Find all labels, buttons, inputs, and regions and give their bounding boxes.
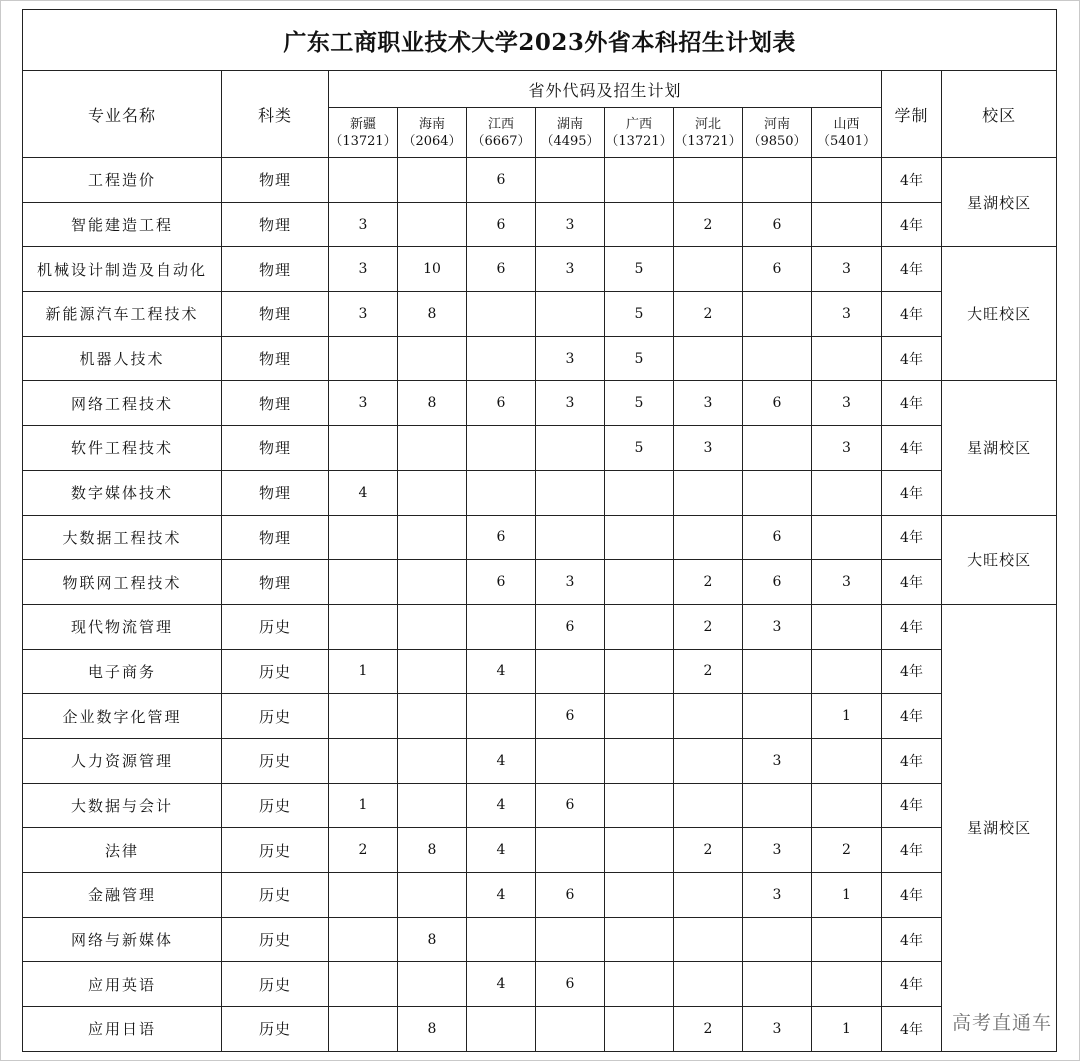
major-name-cell: 软件工程技术 [23,426,222,471]
subject-cell: 历史 [222,694,329,739]
plan-count-cell [329,560,398,605]
plan-count-cell [605,828,674,873]
province-code: （6667） [471,133,531,149]
plan-count-cell [605,560,674,605]
header-subject: 科类 [222,71,329,158]
plan-count-cell: 4 [467,738,536,783]
duration-cell: 4年 [882,828,942,873]
plan-count-cell: 6 [536,783,605,828]
plan-count-cell: 6 [536,604,605,649]
header-major: 专业名称 [23,71,222,158]
plan-count-cell [398,649,467,694]
duration-cell: 4年 [882,783,942,828]
plan-count-cell [812,783,882,828]
plan-count-cell: 3 [536,336,605,381]
plan-count-cell: 3 [743,873,812,918]
duration-cell: 4年 [882,738,942,783]
campus-cell: 星湖校区 [942,158,1057,247]
major-name-cell: 机械设计制造及自动化 [23,247,222,292]
table-row [23,515,1057,560]
plan-count-cell [329,962,398,1007]
table-row [23,560,1057,605]
plan-count-cell: 2 [329,828,398,873]
duration-cell: 4年 [882,604,942,649]
plan-count-cell: 3 [812,292,882,337]
plan-count-cell [812,336,882,381]
plan-count-cell [536,515,605,560]
plan-count-cell [743,783,812,828]
major-name-cell: 大数据工程技术 [23,515,222,560]
subject-cell: 物理 [222,470,329,515]
plan-count-cell [743,962,812,1007]
province-header [467,108,536,158]
campus-cell: 大旺校区 [942,515,1057,604]
subject-cell: 历史 [222,649,329,694]
plan-count-cell [812,515,882,560]
table-row [23,783,1057,828]
table-row [23,381,1057,426]
plan-count-cell [467,604,536,649]
plan-count-cell: 3 [812,426,882,471]
plan-count-cell: 4 [467,828,536,873]
province-name: 山西 [833,116,860,132]
plan-count-cell [398,158,467,203]
subject-cell: 物理 [222,560,329,605]
subject-cell: 物理 [222,336,329,381]
table-row [23,202,1057,247]
subject-cell: 历史 [222,873,329,918]
table-row [23,158,1057,203]
province-code: （13721） [329,133,397,149]
plan-count-cell [536,158,605,203]
table-row [23,247,1057,292]
table-row [23,604,1057,649]
subject-cell: 物理 [222,292,329,337]
plan-count-cell [812,649,882,694]
plan-count-cell [536,1007,605,1052]
plan-count-cell [398,560,467,605]
plan-count-cell [812,962,882,1007]
plan-count-cell [674,783,743,828]
plan-count-cell [536,426,605,471]
plan-count-cell [536,292,605,337]
plan-count-cell: 1 [329,783,398,828]
plan-count-cell [674,515,743,560]
plan-count-cell [398,202,467,247]
plan-count-cell: 5 [605,381,674,426]
plan-count-cell [398,470,467,515]
duration-cell: 4年 [882,560,942,605]
subject-cell: 物理 [222,247,329,292]
major-name-cell: 电子商务 [23,649,222,694]
major-name-cell: 应用英语 [23,962,222,1007]
plan-count-cell [674,917,743,962]
plan-count-cell [605,515,674,560]
plan-count-cell: 4 [329,470,398,515]
duration-cell: 4年 [882,962,942,1007]
plan-count-cell [743,426,812,471]
major-name-cell: 法律 [23,828,222,873]
plan-count-cell: 1 [812,1007,882,1052]
campus-cell: 星湖校区 [942,381,1057,515]
major-name-cell: 智能建造工程 [23,202,222,247]
plan-count-cell: 6 [743,202,812,247]
table-row [23,426,1057,471]
plan-count-cell: 3 [812,247,882,292]
table-title: 广东工商职业技术大学2023外省本科招生计划表 [23,10,1057,71]
plan-count-cell: 8 [398,1007,467,1052]
plan-count-cell: 6 [536,962,605,1007]
plan-count-cell: 6 [743,515,812,560]
plan-count-cell: 5 [605,336,674,381]
plan-count-cell [329,426,398,471]
plan-count-cell [605,783,674,828]
plan-count-cell [605,694,674,739]
plan-count-cell: 3 [743,738,812,783]
plan-count-cell [605,917,674,962]
plan-count-cell [398,694,467,739]
plan-count-cell [674,873,743,918]
plan-count-cell: 1 [812,873,882,918]
plan-count-cell [674,158,743,203]
duration-cell: 4年 [882,292,942,337]
province-name: 新疆 [349,116,376,132]
plan-count-cell: 3 [329,292,398,337]
major-name-cell: 企业数字化管理 [23,694,222,739]
province-name: 海南 [418,116,445,132]
table-row [23,962,1057,1007]
subject-cell: 物理 [222,426,329,471]
plan-count-cell [605,202,674,247]
plan-count-cell [329,738,398,783]
plan-count-cell: 3 [812,560,882,605]
duration-cell: 4年 [882,158,942,203]
plan-count-cell: 2 [674,649,743,694]
plan-count-cell: 4 [467,962,536,1007]
duration-cell: 4年 [882,202,942,247]
plan-count-cell: 8 [398,828,467,873]
province-name: 江西 [487,116,514,132]
plan-count-cell [812,202,882,247]
plan-count-cell: 6 [467,560,536,605]
plan-count-cell [329,1007,398,1052]
plan-count-cell: 2 [674,292,743,337]
plan-count-cell [398,515,467,560]
subject-cell: 历史 [222,828,329,873]
major-name-cell: 网络工程技术 [23,381,222,426]
major-name-cell: 大数据与会计 [23,783,222,828]
subject-cell: 物理 [222,202,329,247]
duration-cell: 4年 [882,873,942,918]
campus-cell: 星湖校区 [942,604,1057,1051]
major-name-cell: 物联网工程技术 [23,560,222,605]
plan-count-cell [674,694,743,739]
plan-count-cell: 5 [605,426,674,471]
province-code: （9850） [747,133,807,149]
plan-count-cell: 6 [467,247,536,292]
plan-count-cell: 2 [674,202,743,247]
plan-count-cell: 3 [743,828,812,873]
header-duration: 学制 [882,71,942,158]
plan-count-cell [605,738,674,783]
duration-cell: 4年 [882,426,942,471]
table-row [23,873,1057,918]
plan-count-cell [743,292,812,337]
plan-count-cell: 1 [329,649,398,694]
plan-count-cell [329,336,398,381]
major-name-cell: 机器人技术 [23,336,222,381]
header-plan-group: 省外代码及招生计划 [329,71,882,108]
plan-count-cell [536,917,605,962]
plan-count-cell: 3 [536,247,605,292]
plan-count-cell: 5 [605,292,674,337]
province-code: （13721） [674,133,742,149]
plan-count-cell [329,873,398,918]
plan-count-cell [743,694,812,739]
plan-count-cell [674,738,743,783]
table-row [23,828,1057,873]
plan-count-cell: 5 [605,247,674,292]
plan-count-cell [743,649,812,694]
enrollment-plan-table [22,9,1057,1052]
plan-count-cell: 3 [743,604,812,649]
plan-count-cell [398,962,467,1007]
major-name-cell: 新能源汽车工程技术 [23,292,222,337]
plan-count-cell [329,515,398,560]
plan-count-cell [605,962,674,1007]
duration-cell: 4年 [882,1007,942,1052]
subject-cell: 历史 [222,962,329,1007]
plan-count-cell: 10 [398,247,467,292]
plan-count-cell [674,336,743,381]
plan-count-cell: 6 [467,381,536,426]
plan-count-cell: 6 [743,381,812,426]
subject-cell: 物理 [222,158,329,203]
plan-count-cell [398,783,467,828]
plan-count-cell: 2 [674,828,743,873]
plan-count-cell: 8 [398,292,467,337]
plan-count-cell: 3 [329,202,398,247]
table-row [23,470,1057,515]
plan-count-cell [605,873,674,918]
province-name: 河南 [763,116,790,132]
table-row [23,738,1057,783]
province-code: （5401） [816,133,877,149]
watermark: 高考直通车 [951,1012,1052,1034]
plan-count-cell [398,738,467,783]
plan-count-cell: 6 [467,202,536,247]
plan-count-cell: 3 [536,202,605,247]
plan-count-cell [329,917,398,962]
plan-count-cell: 3 [674,426,743,471]
subject-cell: 物理 [222,515,329,560]
plan-count-cell: 4 [467,783,536,828]
plan-count-cell [398,426,467,471]
major-name-cell: 数字媒体技术 [23,470,222,515]
plan-count-cell [605,1007,674,1052]
plan-count-cell: 3 [674,381,743,426]
plan-count-cell [329,158,398,203]
table-row [23,336,1057,381]
duration-cell: 4年 [882,917,942,962]
plan-count-cell [674,247,743,292]
plan-count-cell [605,604,674,649]
province-header [812,108,882,158]
plan-count-cell: 2 [674,1007,743,1052]
table-row [23,1007,1057,1052]
plan-count-cell [674,470,743,515]
plan-count-cell [743,917,812,962]
province-code: （4495） [540,133,600,149]
table-row [23,292,1057,337]
duration-cell: 4年 [882,649,942,694]
plan-count-cell [467,426,536,471]
header-campus: 校区 [942,71,1057,158]
plan-count-cell [812,738,882,783]
plan-count-cell: 3 [329,247,398,292]
plan-count-cell: 2 [674,560,743,605]
plan-count-cell [605,649,674,694]
subject-cell: 物理 [222,381,329,426]
plan-count-cell [743,336,812,381]
province-header [674,108,743,158]
plan-count-cell [536,470,605,515]
plan-count-cell: 6 [536,694,605,739]
province-name: 广西 [625,116,652,132]
province-name: 河北 [694,116,721,132]
province-header [329,108,398,158]
plan-count-cell [812,158,882,203]
plan-count-cell: 3 [812,381,882,426]
table-row [23,649,1057,694]
province-code: （13721） [605,133,673,149]
plan-count-cell [467,470,536,515]
subject-cell: 历史 [222,604,329,649]
plan-count-cell: 8 [398,917,467,962]
province-header [536,108,605,158]
province-header [398,108,467,158]
duration-cell: 4年 [882,336,942,381]
plan-count-cell: 4 [467,649,536,694]
duration-cell: 4年 [882,381,942,426]
plan-count-cell: 2 [674,604,743,649]
plan-count-cell [398,336,467,381]
duration-cell: 4年 [882,515,942,560]
plan-count-cell [812,604,882,649]
major-name-cell: 应用日语 [23,1007,222,1052]
province-header [743,108,812,158]
plan-count-cell: 3 [743,1007,812,1052]
table-row [23,917,1057,962]
plan-count-cell [743,158,812,203]
table-row [23,694,1057,739]
plan-count-cell: 3 [536,560,605,605]
plan-count-cell [674,962,743,1007]
plan-count-cell [812,470,882,515]
duration-cell: 4年 [882,247,942,292]
subject-cell: 历史 [222,1007,329,1052]
campus-cell: 大旺校区 [942,247,1057,381]
plan-count-cell [605,470,674,515]
plan-count-cell: 6 [743,560,812,605]
subject-cell: 历史 [222,738,329,783]
plan-count-cell [467,292,536,337]
province-header [605,108,674,158]
plan-count-cell: 6 [467,158,536,203]
plan-count-cell: 1 [812,694,882,739]
plan-count-cell [467,694,536,739]
plan-count-cell [743,470,812,515]
major-name-cell: 人力资源管理 [23,738,222,783]
plan-count-cell [329,604,398,649]
province-name: 湖南 [556,116,583,132]
plan-count-cell: 2 [812,828,882,873]
major-name-cell: 网络与新媒体 [23,917,222,962]
plan-count-cell: 3 [329,381,398,426]
plan-count-cell: 3 [536,381,605,426]
duration-cell: 4年 [882,694,942,739]
plan-count-cell: 6 [536,873,605,918]
plan-count-cell [467,1007,536,1052]
plan-count-cell: 6 [467,515,536,560]
plan-count-cell [536,649,605,694]
plan-count-cell [398,873,467,918]
major-name-cell: 金融管理 [23,873,222,918]
plan-count-cell [467,336,536,381]
duration-cell: 4年 [882,470,942,515]
subject-cell: 历史 [222,783,329,828]
plan-count-cell [398,604,467,649]
plan-count-cell [605,158,674,203]
plan-count-cell [329,694,398,739]
plan-count-cell [467,917,536,962]
plan-count-cell [812,917,882,962]
plan-count-cell [536,828,605,873]
plan-count-cell: 4 [467,873,536,918]
plan-count-cell: 6 [743,247,812,292]
subject-cell: 历史 [222,917,329,962]
major-name-cell: 现代物流管理 [23,604,222,649]
province-code: （2064） [402,133,462,149]
plan-count-cell [536,738,605,783]
plan-count-cell: 8 [398,381,467,426]
major-name-cell: 工程造价 [23,158,222,203]
